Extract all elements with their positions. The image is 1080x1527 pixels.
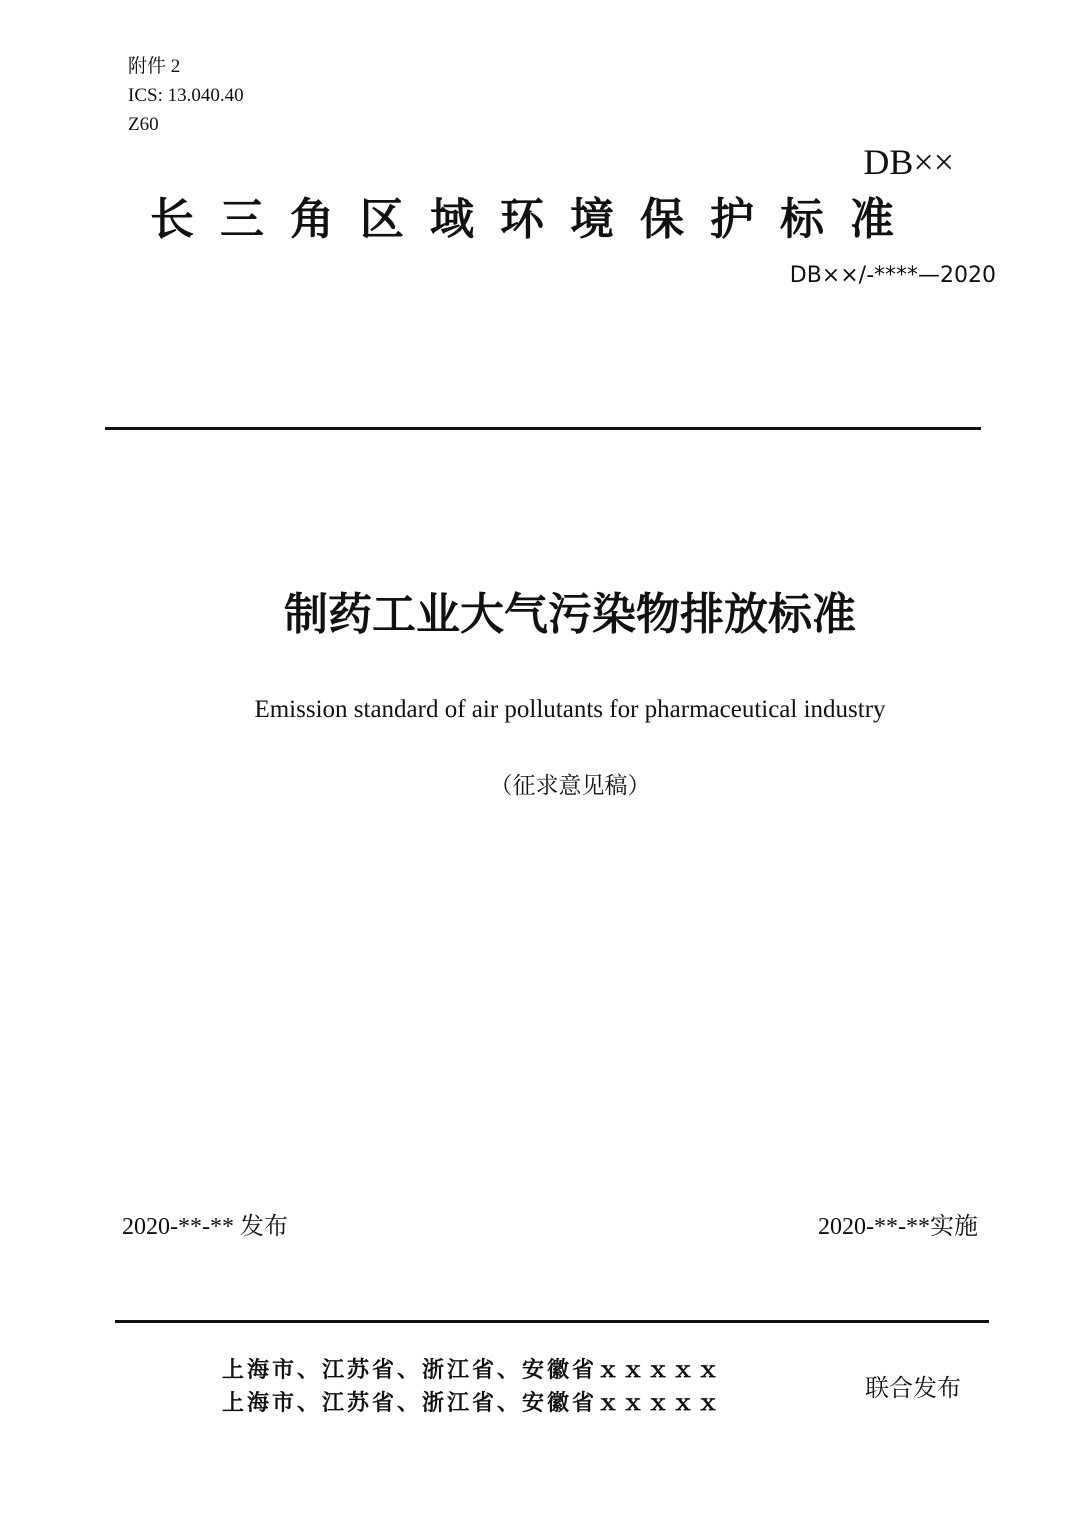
standard-category: 长三角区域环境保护标准 bbox=[150, 194, 920, 245]
publish-date bbox=[122, 1210, 288, 1243]
ics-code: ICS: 13.040.40 bbox=[128, 85, 244, 106]
issuer-line: 上海市、江苏省、浙江省、安徽省ｘｘｘｘｘ bbox=[222, 1391, 723, 1416]
document-title-en: Emission standard of air pollutants for pharmaceutical industry bbox=[254, 696, 886, 723]
ccs-code: Z60 bbox=[128, 114, 159, 135]
effective-label: 实施 bbox=[930, 1212, 978, 1240]
publish-date-value: 2020-**-** bbox=[122, 1214, 234, 1240]
draft-status: （征求意见稿） bbox=[489, 773, 651, 799]
bottom-divider bbox=[115, 1320, 989, 1323]
joint-release-label: 联合发布 bbox=[865, 1374, 961, 1402]
issuer-line: 上海市、江苏省、浙江省、安徽省ｘｘｘｘｘ bbox=[222, 1358, 723, 1383]
top-divider bbox=[105, 427, 981, 430]
attachment-label: 附件 2 bbox=[128, 56, 181, 77]
effective-date bbox=[818, 1210, 978, 1243]
document-title-zh: 制药工业大气污染物排放标准 bbox=[284, 589, 856, 640]
publish-label: 发布 bbox=[239, 1212, 288, 1240]
standard-number: DB××/-****—2020 bbox=[789, 263, 996, 288]
effective-date-value: 2020-**-** bbox=[818, 1214, 930, 1240]
db-mark: DB×× bbox=[863, 142, 954, 182]
